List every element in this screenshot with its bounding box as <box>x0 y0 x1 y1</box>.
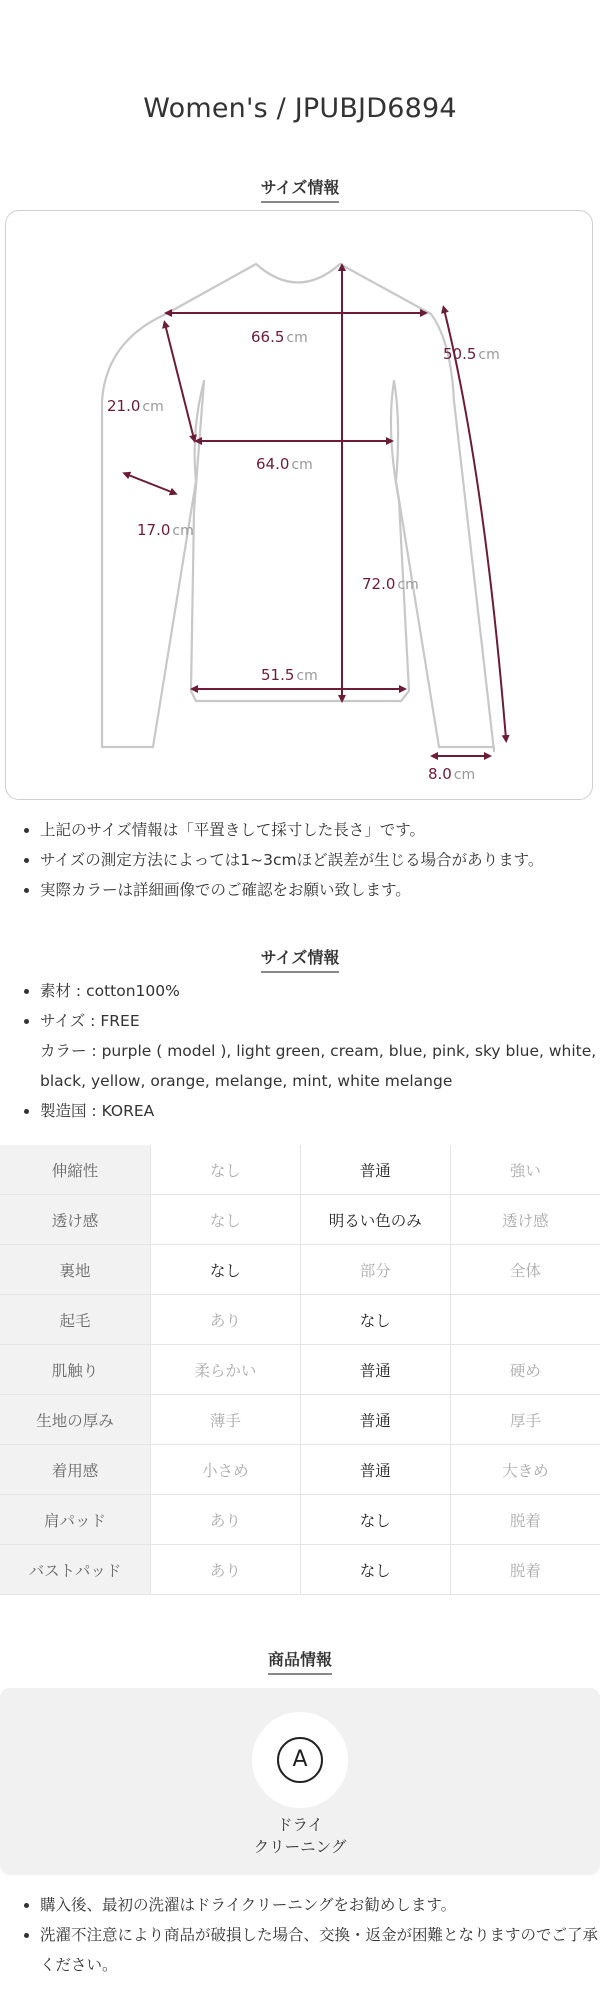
attribute-row <box>0 1545 600 1595</box>
attribute-option: なし <box>151 1195 301 1245</box>
product-note: • 洗濯不注意により商品が破損した場合、交換・返金が困難となりますのでご了承ください。 <box>40 1920 600 1980</box>
unit-label: cm <box>397 577 419 593</box>
dry-clean-icon: A <box>277 1737 323 1783</box>
hem-value: 51.5 <box>261 666 295 684</box>
attribute-option: 全体 <box>450 1245 600 1295</box>
attribute-option: 強い <box>450 1145 600 1195</box>
origin-item: • 製造国 : KOREA <box>40 1096 600 1126</box>
unit-label: cm <box>296 668 318 684</box>
size-note: • サイズの測定方法によっては1~3cmほど誤差が生じる場合があります。 <box>40 845 600 875</box>
armhole-measure <box>107 397 164 415</box>
attribute-row <box>0 1445 600 1495</box>
sleeve-value: 50.5 <box>443 345 477 363</box>
sleeve-width-value: 17.0 <box>137 521 171 539</box>
attribute-row <box>0 1495 600 1545</box>
unit-label: cm <box>453 767 476 783</box>
color-item: • カラー : purple ( model ), light green, cream, blue, pink, sky blue, white, black, yellow, orange, melange, mint, white melange <box>40 1036 600 1096</box>
attribute-option: 普通 <box>300 1395 450 1445</box>
attribute-option: 厚手 <box>450 1395 600 1445</box>
material-info-heading-text: サイズ情報 <box>261 945 340 973</box>
unit-label: cm <box>142 399 164 415</box>
material-info-list <box>0 976 600 1126</box>
material-info-heading <box>0 945 600 973</box>
length-measure <box>362 575 419 593</box>
attribute-row <box>0 1395 600 1445</box>
care-label-line1: ドライ <box>276 1816 324 1834</box>
product-info-heading <box>0 1647 600 1675</box>
sleeve-measure <box>443 345 500 363</box>
armhole-value: 21.0 <box>107 397 141 415</box>
size-info-heading-text: サイズ情報 <box>261 175 340 203</box>
page-title: Women's / JPUBJD6894 <box>143 93 457 124</box>
fabric-attributes-table <box>0 1145 600 1595</box>
attribute-label: 起毛 <box>0 1295 151 1345</box>
attribute-option: 脱着 <box>450 1545 600 1595</box>
attribute-option: 脱着 <box>450 1495 600 1545</box>
attribute-label: 透け感 <box>0 1195 151 1245</box>
cuff-measure <box>428 765 475 783</box>
attribute-option: あり <box>151 1295 301 1345</box>
shoulder-value: 66.5 <box>251 328 285 346</box>
attribute-option: 透け感 <box>450 1195 600 1245</box>
attribute-option: 大きめ <box>450 1445 600 1495</box>
attribute-option: 普通 <box>300 1145 450 1195</box>
size-diagram <box>5 210 593 800</box>
shoulder-measure <box>251 328 308 346</box>
attribute-option: なし <box>151 1145 301 1195</box>
attribute-option: 普通 <box>300 1445 450 1495</box>
cuff-value: 8.0 <box>428 765 452 783</box>
attribute-option: 明るい色のみ <box>300 1195 450 1245</box>
sweater-outline-svg <box>6 211 592 799</box>
care-label <box>0 1814 600 1858</box>
unit-label: cm <box>478 347 500 363</box>
size-note: • 上記のサイズ情報は「平置きして採寸した長さ」です。 <box>40 815 600 845</box>
attribute-label: 肩パッド <box>0 1495 151 1545</box>
size-item: • サイズ : FREE <box>40 1006 600 1036</box>
attribute-row <box>0 1295 600 1345</box>
attribute-label: 伸縮性 <box>0 1145 151 1195</box>
size-info-heading <box>0 175 600 203</box>
attribute-option <box>450 1295 600 1345</box>
attribute-option: あり <box>151 1545 301 1595</box>
unit-label: cm <box>172 523 194 539</box>
attribute-row <box>0 1345 600 1395</box>
unit-label: cm <box>291 457 313 473</box>
sleeve-width-line <box>126 474 174 493</box>
sleeve-line <box>444 309 506 739</box>
attribute-option: 柔らかい <box>151 1345 301 1395</box>
attribute-option: 普通 <box>300 1345 450 1395</box>
attribute-label: 肌触り <box>0 1345 151 1395</box>
product-notes-list <box>0 1890 600 1980</box>
attribute-label: バストパッド <box>0 1545 151 1595</box>
attribute-option: なし <box>300 1495 450 1545</box>
attribute-option: なし <box>300 1295 450 1345</box>
attribute-option: あり <box>151 1495 301 1545</box>
unit-label: cm <box>286 330 308 346</box>
care-icon-circle <box>252 1712 348 1808</box>
attribute-row <box>0 1245 600 1295</box>
attribute-option: 小さめ <box>151 1445 301 1495</box>
hem-measure <box>261 666 318 684</box>
product-note: • 購入後、最初の洗濯はドライクリーニングをお勧めします。 <box>40 1890 600 1920</box>
attribute-option: 硬め <box>450 1345 600 1395</box>
attribute-option: 部分 <box>300 1245 450 1295</box>
attribute-label: 生地の厚み <box>0 1395 151 1445</box>
chest-value: 64.0 <box>256 455 290 473</box>
sleeve-width-measure <box>137 521 194 539</box>
size-note: • 実際カラーは詳細画像でのご確認をお願い致します。 <box>40 875 600 905</box>
care-instructions-box <box>0 1688 600 1875</box>
attribute-row <box>0 1195 600 1245</box>
size-notes-list <box>0 815 600 905</box>
length-value: 72.0 <box>362 575 396 593</box>
attribute-option: なし <box>151 1245 301 1295</box>
attribute-label: 裏地 <box>0 1245 151 1295</box>
care-label-line2: クリーニング <box>253 1838 347 1856</box>
attribute-option: 薄手 <box>151 1395 301 1445</box>
attribute-option: なし <box>300 1545 450 1595</box>
chest-measure <box>256 455 313 473</box>
attribute-row <box>0 1145 600 1195</box>
material-item: • 素材 : cotton100% <box>40 976 600 1006</box>
armhole-line <box>165 324 194 439</box>
attribute-label: 着用感 <box>0 1445 151 1495</box>
product-info-heading-text: 商品情報 <box>268 1647 332 1675</box>
